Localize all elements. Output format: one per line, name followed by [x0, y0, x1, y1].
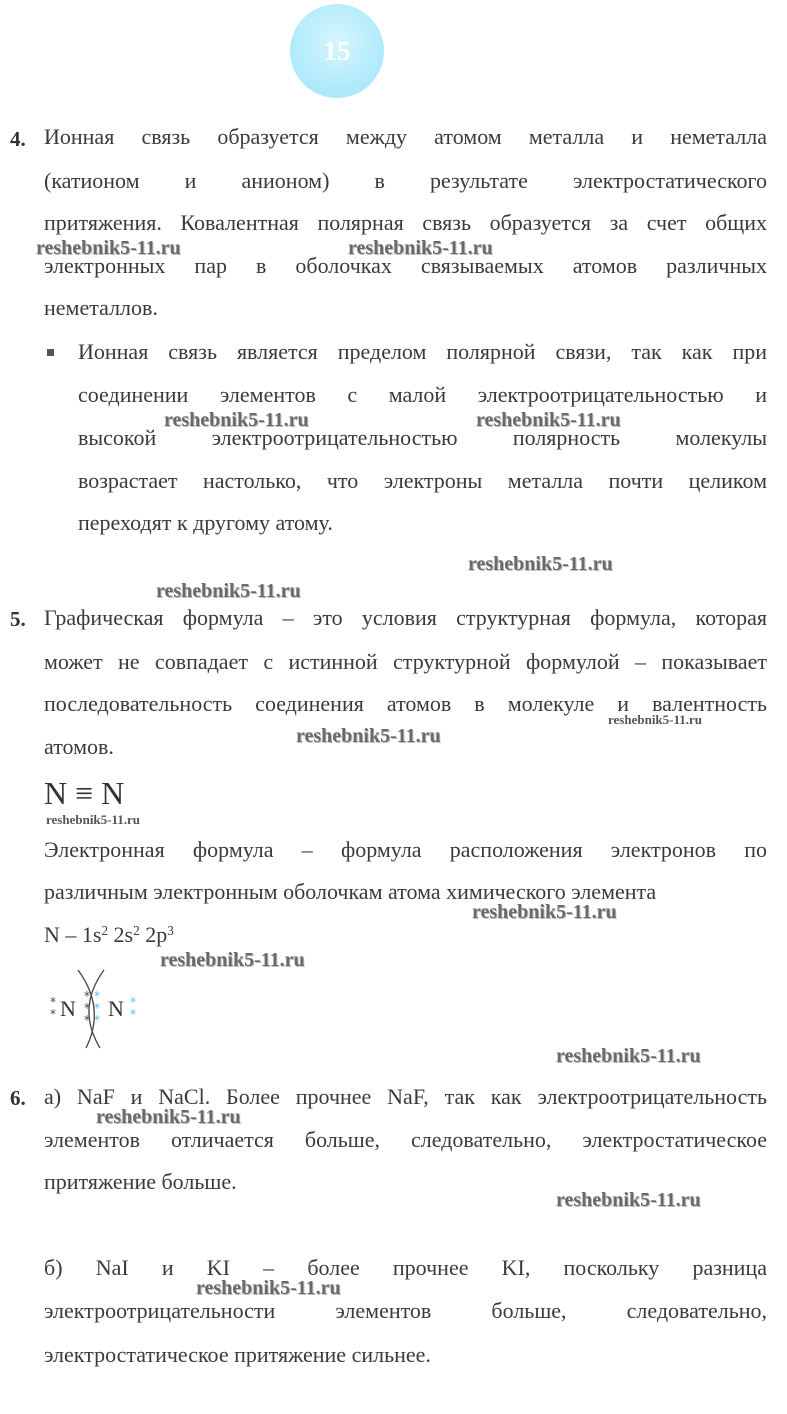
watermark: reshebnik5-11.ru — [556, 1189, 701, 1211]
svg-text:*: * — [84, 989, 90, 1003]
question-4-number: 4. — [10, 127, 26, 151]
q6b-line-2: электроотрицательности элементов больше, следовательно, — [44, 1298, 767, 1323]
electron-configuration — [44, 924, 174, 946]
q4-bullet-line-2: соединении элементов с малой электроотрицательностью и — [78, 382, 767, 407]
svg-text:*: * — [130, 995, 136, 1009]
q4-line-1: Ионная связь образуется между атомом металла и неметалла — [44, 124, 767, 149]
watermark: reshebnik5-11.ru — [348, 237, 493, 259]
watermark: reshebnik5-11.ru — [164, 409, 309, 431]
lewis-structure-diagram — [44, 968, 154, 1050]
electronic-formula-line-1: Электронная формула – формула расположения электронов по — [44, 837, 767, 862]
q4-bullet-line-4: возрастает настолько, что электроны металла почти целиком — [78, 468, 767, 493]
q6b-line-3: электростатическое притяжение сильнее. — [44, 1342, 431, 1367]
watermark: reshebnik5-11.ru — [196, 1277, 341, 1299]
q6a-line-3: притяжение больше. — [44, 1169, 237, 1194]
q4-line-3: притяжения. Ковалентная полярная связь образуется за счет общих — [44, 210, 767, 235]
config-exp-3: 3 — [167, 922, 174, 938]
config-exp-2: 2 — [133, 922, 140, 938]
config-mid-1: 2s — [108, 922, 134, 947]
config-prefix: N – 1s — [44, 922, 102, 947]
question-6-number: 6. — [10, 1086, 26, 1110]
watermark: reshebnik5-11.ru — [96, 1106, 241, 1128]
q4-bullet-line-5: переходят к другому атому. — [78, 510, 333, 535]
svg-text:*: * — [130, 1007, 136, 1021]
q6a-line-2: элементов отличается больше, следовательно, электростатическое — [44, 1127, 767, 1152]
watermark: reshebnik5-11.ru — [36, 237, 181, 259]
q5-line-3: последовательность соединения атомов в молекуле и валентность — [44, 691, 767, 716]
watermark: reshebnik5-11.ru — [296, 725, 441, 747]
electronic-formula-line-2: различным электронным оболочкам атома химического элемента — [44, 879, 657, 904]
graphic-formula: N ≡ N — [44, 775, 125, 811]
config-exp-1: 2 — [101, 922, 109, 938]
q4-line-5: неметаллов. — [44, 295, 158, 320]
bullet-marker — [47, 349, 54, 356]
q6b-line-1: б) NaI и KI – более прочнее KI, поскольку разница — [44, 1255, 767, 1280]
q5-line-1: Графическая формула – это условия структурная формула, которая — [44, 605, 767, 630]
lewis-atom-1: N — [60, 996, 76, 1021]
svg-text:*: * — [94, 989, 100, 1003]
q5-line-4: атомов. — [44, 734, 114, 759]
q6a-line-1: а) NaF и NaCl. Более прочнее NaF, так как электроотрицательность — [44, 1084, 767, 1109]
svg-text:*: * — [94, 1013, 100, 1027]
watermark: reshebnik5-11.ru — [156, 580, 301, 602]
q4-bullet-line-3: высокой электроотрицательностью полярность молекулы — [78, 425, 767, 450]
config-mid-2: 2p — [139, 922, 168, 947]
q4-bullet-line-1: Ионная связь является пределом полярной связи, так как при — [78, 339, 767, 364]
svg-text:*: * — [50, 995, 56, 1009]
watermark: reshebnik5-11.ru — [46, 812, 141, 827]
watermark: reshebnik5-11.ru — [608, 712, 703, 727]
lewis-atom-2: N — [108, 996, 124, 1021]
q4-line-4: электронных пар в оболочках связываемых атомов различных — [44, 253, 767, 278]
svg-text:*: * — [94, 1001, 100, 1015]
svg-text:*: * — [84, 1013, 90, 1027]
svg-text:*: * — [50, 1007, 56, 1021]
watermark: reshebnik5-11.ru — [472, 901, 617, 923]
page-number-badge: 15 — [290, 4, 384, 98]
q4-line-2: (катионом и анионом) в результате электростатического — [44, 168, 767, 193]
q5-line-2: может не совпадает с истинной структурной формулой – показывает — [44, 649, 767, 674]
watermark: reshebnik5-11.ru — [476, 409, 621, 431]
svg-text:*: * — [84, 1001, 90, 1015]
watermark: reshebnik5-11.ru — [468, 553, 613, 575]
watermark: reshebnik5-11.ru — [556, 1045, 701, 1067]
watermark: reshebnik5-11.ru — [160, 949, 305, 971]
question-5-number: 5. — [10, 607, 26, 631]
